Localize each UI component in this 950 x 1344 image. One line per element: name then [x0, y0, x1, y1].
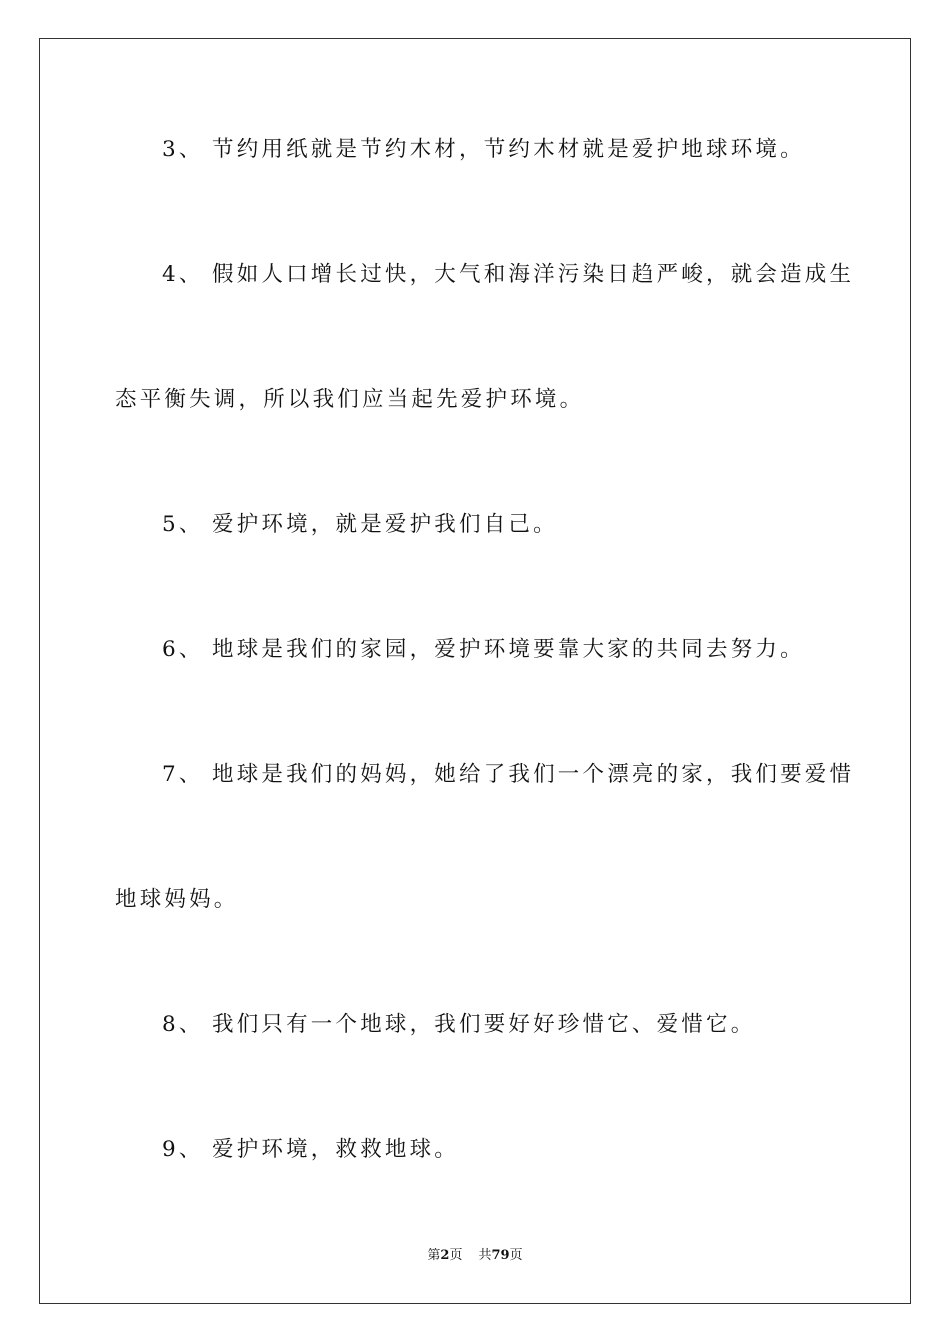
item-text: 我们只有一个地球，我们要好好珍惜它、爱惜它。: [212, 1012, 756, 1037]
item-number: 6、: [162, 637, 204, 662]
item-number: 8、: [162, 1012, 204, 1037]
page-footer: [0, 1249, 950, 1262]
list-item: [162, 139, 805, 161]
item-text: 假如人口增长过快，大气和海洋污染日趋严峻，就会造成生: [212, 262, 855, 287]
total-prefix: 共: [478, 1248, 492, 1263]
list-item: [162, 764, 854, 786]
list-item-continuation: 态平衡失调，所以我们应当起先爱护环境。: [115, 387, 585, 412]
item-number: 3、: [162, 137, 204, 162]
item-text: 爱护环境，救救地球。: [212, 1137, 460, 1162]
item-number: 4、: [162, 262, 204, 287]
item-text: 爱护环境，就是爱护我们自己。: [212, 512, 558, 537]
item-number: 7、: [162, 762, 204, 787]
item-number: 5、: [162, 512, 204, 537]
list-item-continuation: 地球妈妈。: [115, 887, 239, 912]
list-item: [162, 264, 854, 286]
page-number: 2: [440, 1248, 450, 1263]
item-text: 地球是我们的妈妈，她给了我们一个漂亮的家，我们要爱惜: [212, 762, 855, 787]
page-frame: [39, 38, 911, 1304]
total-pages: 79: [491, 1248, 510, 1263]
list-item: [162, 1014, 755, 1036]
item-text: 地球是我们的家园，爱护环境要靠大家的共同去努力。: [212, 637, 805, 662]
list-item: [162, 1139, 459, 1161]
page-suffix: 页: [449, 1248, 463, 1263]
total-suffix: 页: [509, 1248, 523, 1263]
item-number: 9、: [162, 1137, 204, 1162]
list-item: [162, 639, 805, 661]
page-prefix: 第: [427, 1248, 441, 1263]
item-text: 节约用纸就是节约木材，节约木材就是爱护地球环境。: [212, 137, 805, 162]
list-item: [162, 514, 558, 536]
